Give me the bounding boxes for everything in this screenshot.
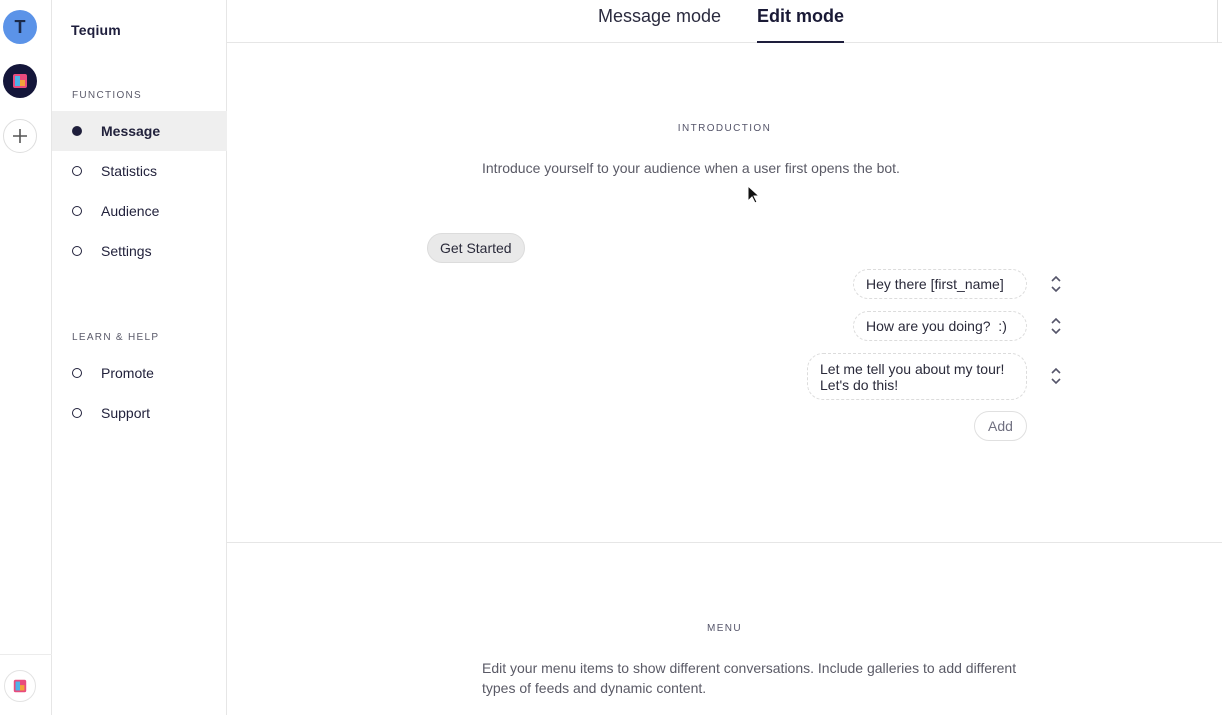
message-text: Hey there [first_name] [866,276,1004,292]
tab-message-mode[interactable]: Message mode [598,6,722,26]
introduction-description: Introduce yourself to your audience when a user first opens the bot. [482,160,900,176]
sidebar-item-statistics[interactable] [52,151,227,191]
sidebar-item-label: Audience [101,203,160,219]
functions-heading: FUNCTIONS [72,90,143,101]
sidebar-item-audience[interactable] [52,191,227,231]
reorder-handle-icon[interactable] [1048,273,1064,295]
tab-edit-mode[interactable]: Edit mode [757,6,844,43]
message-bubble[interactable] [807,353,1027,400]
nav-dot-icon [72,206,82,216]
message-text: Let me tell you about my tour! Let's do this! [820,360,1005,393]
message-bubble[interactable] [853,311,1027,341]
workspace-rail [0,0,52,715]
add-bot-button[interactable] [3,119,37,153]
get-started-trigger[interactable]: Get Started [427,233,525,263]
sidebar [52,0,227,715]
mouse-pointer-icon [747,185,761,205]
main-content [227,0,1222,715]
bot-logo-icon[interactable] [3,64,37,98]
mode-tabs [227,0,1222,43]
sidebar-item-message[interactable] [52,111,227,151]
add-message-button[interactable]: Add [974,411,1027,441]
sidebar-item-label: Statistics [101,163,158,179]
rail-divider [0,654,52,655]
nav-dot-icon [72,368,82,378]
brand-name: Teqium [71,22,121,38]
nav-dot-icon [72,408,82,418]
plus-icon [12,128,28,144]
nav-dot-icon [72,166,82,176]
message-bubble[interactable] [853,269,1027,299]
reorder-handle-icon[interactable] [1048,365,1064,387]
reorder-handle-icon[interactable] [1048,315,1064,337]
tabbar-divider [1217,0,1218,43]
sidebar-item-support[interactable] [52,393,227,433]
nav-dot-icon [72,246,82,256]
section-divider [227,542,1222,543]
sidebar-item-promote[interactable] [52,353,227,393]
menu-description: Edit your menu items to show different conversations. Include galleries to add different types of feeds and dynamic content. [482,660,1017,696]
workspace-initial: T [14,16,26,37]
bot-logo-icon[interactable] [4,670,36,702]
sidebar-item-label: Support [101,405,151,421]
message-text: How are you doing? :) [866,318,1007,334]
nav-dot-icon [72,126,82,136]
sidebar-item-label: Promote [101,365,154,381]
sidebar-item-settings[interactable] [52,231,227,271]
sidebar-item-label: Message [101,123,161,139]
learn-help-heading: LEARN & HELP [72,332,160,343]
introduction-heading: INTRODUCTION [677,123,772,134]
workspace-avatar[interactable] [3,10,37,44]
sidebar-item-label: Settings [101,243,152,259]
menu-heading: MENU [706,623,743,634]
